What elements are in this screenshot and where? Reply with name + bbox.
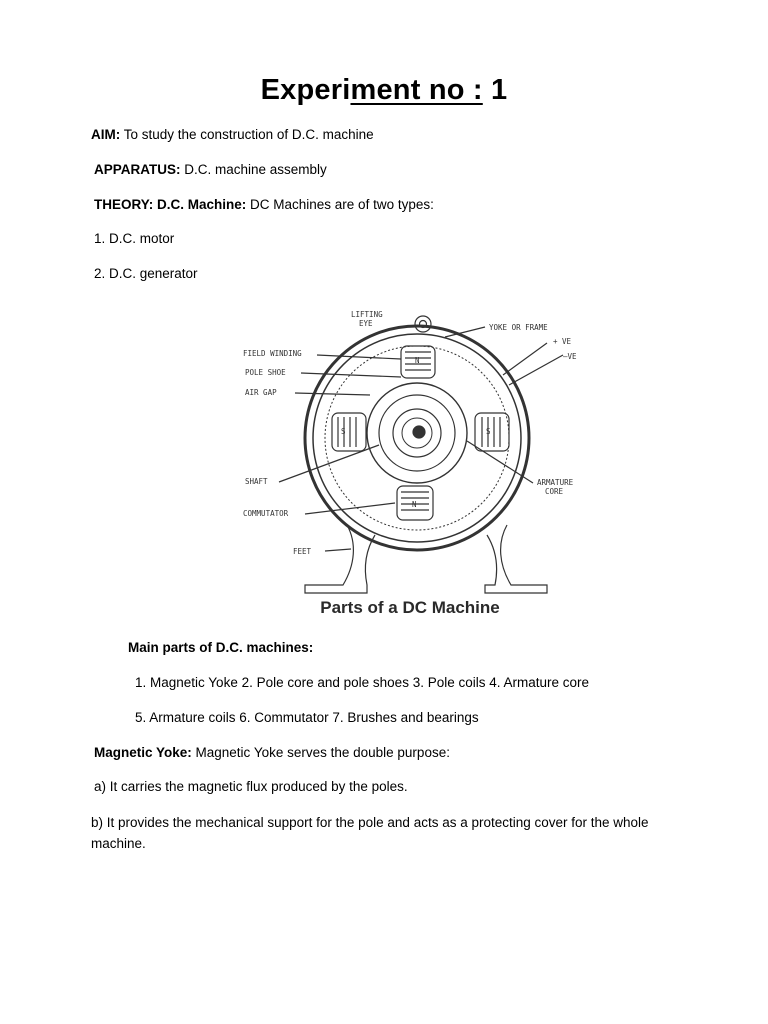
label-lifting-eye-2: EYE [359, 319, 373, 328]
label-commutator: COMMUTATOR [243, 509, 289, 518]
title-part-1: Experi [260, 74, 351, 106]
main-parts-heading-text: Main parts of D.C. machines: [128, 640, 314, 655]
label-yoke: YOKE OR FRAME [489, 323, 548, 332]
shaft-center [413, 426, 425, 438]
main-parts-line-1: 1. Magnetic Yoke 2. Pole core and pole shoes 3. Pole coils 4. Armature core [135, 675, 590, 690]
foot-right [485, 525, 547, 593]
title-part-2: ment no : [350, 74, 483, 106]
pole-bottom-letter: N [412, 500, 417, 509]
aim-line [91, 126, 374, 144]
title-part-3: 1 [482, 74, 508, 106]
pole-left-letter: S [341, 427, 346, 436]
pole-top-letter: N [415, 356, 420, 365]
figure-caption: Parts of a DC Machine [320, 598, 500, 617]
label-air-gap: AIR GAP [245, 388, 277, 397]
theory-label: THEORY: D.C. Machine: [94, 197, 247, 212]
label-armature-core-2: CORE [545, 487, 564, 496]
yoke-point-b: b) It provides the mechanical support for the pole and acts as a protecting cover for the whole machine. [91, 815, 649, 851]
yoke-label: Magnetic Yoke: [94, 745, 192, 760]
dc-machine-diagram [235, 303, 595, 603]
theory-line [94, 196, 434, 214]
label-shaft: SHAFT [245, 477, 268, 486]
lifting-eye-ring [415, 316, 431, 332]
aim-label: AIM: [91, 127, 121, 142]
yoke-text: Magnetic Yoke serves the double purpose: [191, 745, 450, 760]
page-title [0, 74, 768, 107]
pole-right-letter: S [486, 427, 491, 436]
pole-left [332, 413, 366, 451]
theory-text: DC Machines are of two types: [246, 197, 434, 212]
label-lifting-eye-1: LIFTING [351, 310, 383, 319]
type-item-1: 1. D.C. motor [94, 231, 175, 246]
aim-text: To study the construction of D.C. machine [120, 127, 374, 142]
label-field-winding: FIELD WINDING [243, 349, 302, 358]
label-feet: FEET [293, 547, 312, 556]
label-plus-ve: + VE [553, 337, 572, 346]
apparatus-line [94, 161, 327, 179]
label-armature-core-1: ARMATURE [537, 478, 574, 487]
yoke-point-a: a) It carries the magnetic flux produced by the poles. [94, 779, 408, 794]
main-parts-line-2: 5. Armature coils 6. Commutator 7. Brushes and bearings [135, 710, 479, 725]
apparatus-text: D.C. machine assembly [180, 162, 327, 177]
main-parts-heading [128, 639, 313, 657]
pole-right [475, 413, 509, 451]
apparatus-label: APPARATUS: [94, 162, 181, 177]
label-pole-shoe: POLE SHOE [245, 368, 286, 377]
yoke-heading-line [94, 744, 450, 762]
label-minus-ve: –VE [563, 352, 577, 361]
type-item-2: 2. D.C. generator [94, 266, 198, 281]
foot-left [305, 525, 375, 593]
